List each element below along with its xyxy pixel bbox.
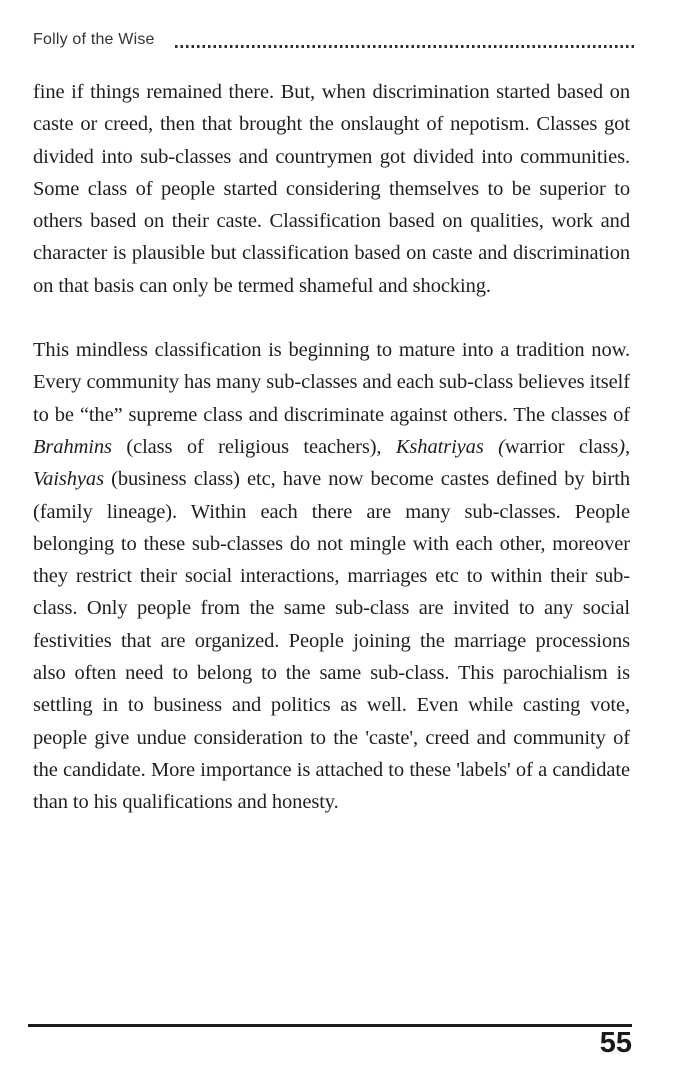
page-body [33, 76, 630, 851]
running-header [33, 31, 635, 49]
text-segment: , [624, 435, 630, 458]
text-segment: warrior class [504, 435, 619, 458]
text-segment: (business class) etc, have now become castes defined by birth (family lineage). Within each there are many sub-classes. People belonging to these sub-classes do not mingle with each other, moreover they restrict their social interactions, marriages etc to within their sub-class. Only people from the same sub-class are invited to any social festivities that are organized. People joining the marriage processions also often need to belong to the same sub-class. This parochialism is settling in to business and politics as well. Even while casting vote, people give undue consideration to the 'caste', creed and community of the candidate. More importance is attached to these 'labels' of a candidate than to his qualifications and honesty. [33, 468, 630, 814]
text-segment: Kshatriyas ( [395, 435, 505, 458]
text-segment: (class of religious teachers), [111, 435, 396, 458]
running-header-title: Folly of the Wise [33, 31, 155, 48]
paragraph-2 [33, 334, 630, 818]
text-segment: Vaishyas [33, 468, 104, 491]
page-number: 55 [599, 1027, 632, 1059]
dotted-leader-line [175, 45, 635, 48]
text-segment: This mindless classification is beginning to mature into a tradition now. Every community has many sub-classes and each sub-class believes itself to be “the” supreme class and discriminate against others. The classes of [33, 339, 630, 426]
text-segment: ) [618, 435, 625, 458]
footer-rule [28, 1024, 632, 1027]
paragraph-1: fine if things remained there. But, when discrimination started based on caste or creed, then that brought the onslaught of nepotism. Classes got divided into sub-classes and countrymen got divided into communities. Some class of people started considering themselves to be superior to others based on their caste. Classification based on qualities, work and character is plausible but classification based on caste and discrimination on that basis can only be termed shameful and shocking. [33, 81, 630, 297]
text-segment: Brahmins [33, 435, 112, 458]
